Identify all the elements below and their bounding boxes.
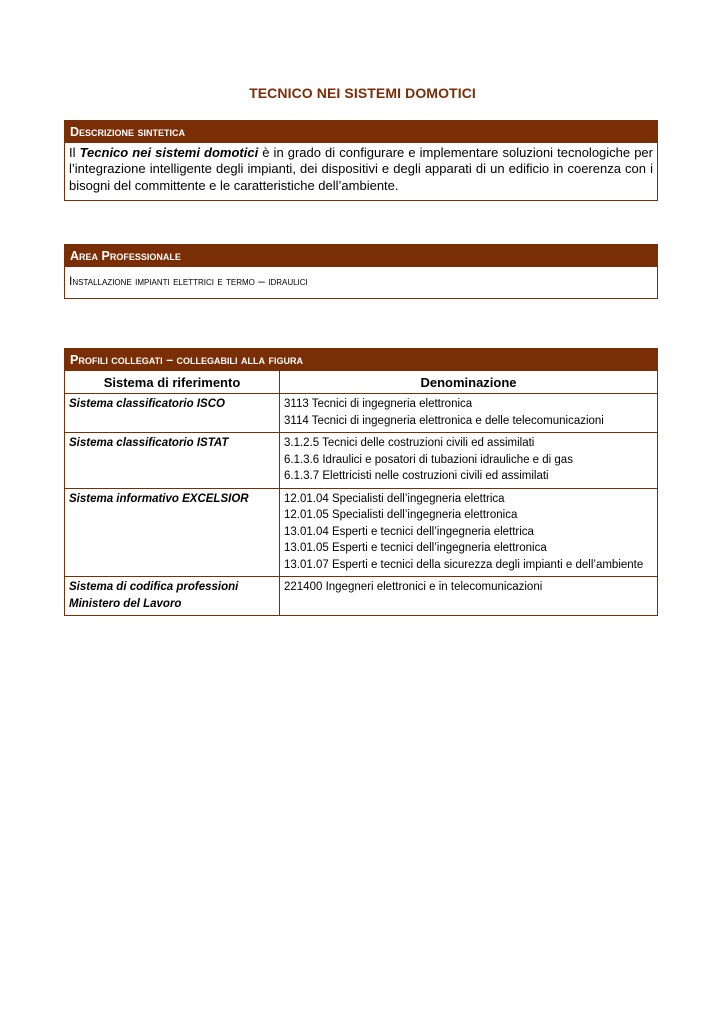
descrizione-section bbox=[64, 120, 658, 201]
sistema-cell: Sistema classificatorio ISCO bbox=[65, 394, 280, 433]
area-header: Area Professionale bbox=[65, 245, 657, 267]
denominazione-item: 13.01.05 Esperti e tecnici dell’ingegneria elettronica bbox=[284, 542, 547, 554]
sistema-cell: Sistema di codifica professioni Ministero del Lavoro bbox=[65, 577, 280, 616]
denominazione-item: 6.1.3.7 Elettricisti nelle costruzioni civili ed assimilati bbox=[284, 470, 549, 482]
denominazione-cell bbox=[280, 577, 658, 616]
table-row bbox=[65, 488, 657, 577]
area-section bbox=[64, 244, 658, 299]
descrizione-header: Descrizione sintetica bbox=[65, 121, 657, 143]
area-value: Installazione impianti elettrici e termo – idraulici bbox=[69, 274, 308, 288]
sistema-cell: Sistema informativo EXCELSIOR bbox=[65, 488, 280, 577]
descrizione-text bbox=[65, 143, 657, 200]
col-denominazione-header: Denominazione bbox=[280, 371, 658, 394]
denominazione-item: 3113 Tecnici di ingegneria elettronica bbox=[284, 398, 473, 410]
descrizione-intro: Il bbox=[69, 145, 80, 160]
table-row bbox=[65, 433, 657, 489]
table-row bbox=[65, 577, 657, 616]
profili-table bbox=[65, 371, 657, 615]
denominazione-item: 221400 Ingegneri elettronici e in telecomunicazioni bbox=[284, 581, 543, 593]
denominazione-item: 13.01.07 Esperti e tecnici della sicurezza degli impianti e dell’ambiente bbox=[284, 558, 644, 571]
denominazione-item: 3114 Tecnici di ingegneria elettronica e delle telecomunicazioni bbox=[284, 414, 604, 427]
descrizione-emphasis: Tecnico nei sistemi domotici bbox=[79, 145, 259, 160]
denominazione-item: 6.1.3.6 Idraulici e posatori di tubazioni idrauliche e di gas bbox=[284, 453, 573, 466]
table-row bbox=[65, 394, 657, 433]
profili-header: Profili collegati – collegabili alla figura bbox=[65, 349, 657, 371]
denominazione-cell bbox=[280, 433, 658, 489]
denominazione-item: 12.01.04 Specialisti dell’ingegneria elettrica bbox=[284, 492, 505, 505]
sistema-cell: Sistema classificatorio ISTAT bbox=[65, 433, 280, 489]
denominazione-cell bbox=[280, 394, 658, 433]
col-sistema-header: Sistema di riferimento bbox=[65, 371, 280, 394]
table-header-row bbox=[65, 371, 657, 394]
descrizione-body: è in grado di configurare e implementare soluzioni tecnologiche per l’integrazione intelligente degli impianti, dei dispositivi e degli apparati di un edificio in coerenza con i bisogni del committente e le caratteristiche dell’ambiente. bbox=[69, 145, 653, 193]
denominazione-cell bbox=[280, 488, 658, 577]
document-title: TECNICO NEI SISTEMI DOMOTICI bbox=[249, 85, 476, 101]
denominazione-item: 13.01.04 Esperti e tecnici dell’ingegneria elettrica bbox=[284, 525, 534, 538]
profili-section bbox=[64, 348, 658, 616]
denominazione-item: 3.1.2.5 Tecnici delle costruzioni civili ed assimilati bbox=[284, 437, 535, 449]
denominazione-item: 12.01.05 Specialisti dell’ingegneria elettronica bbox=[284, 509, 518, 521]
